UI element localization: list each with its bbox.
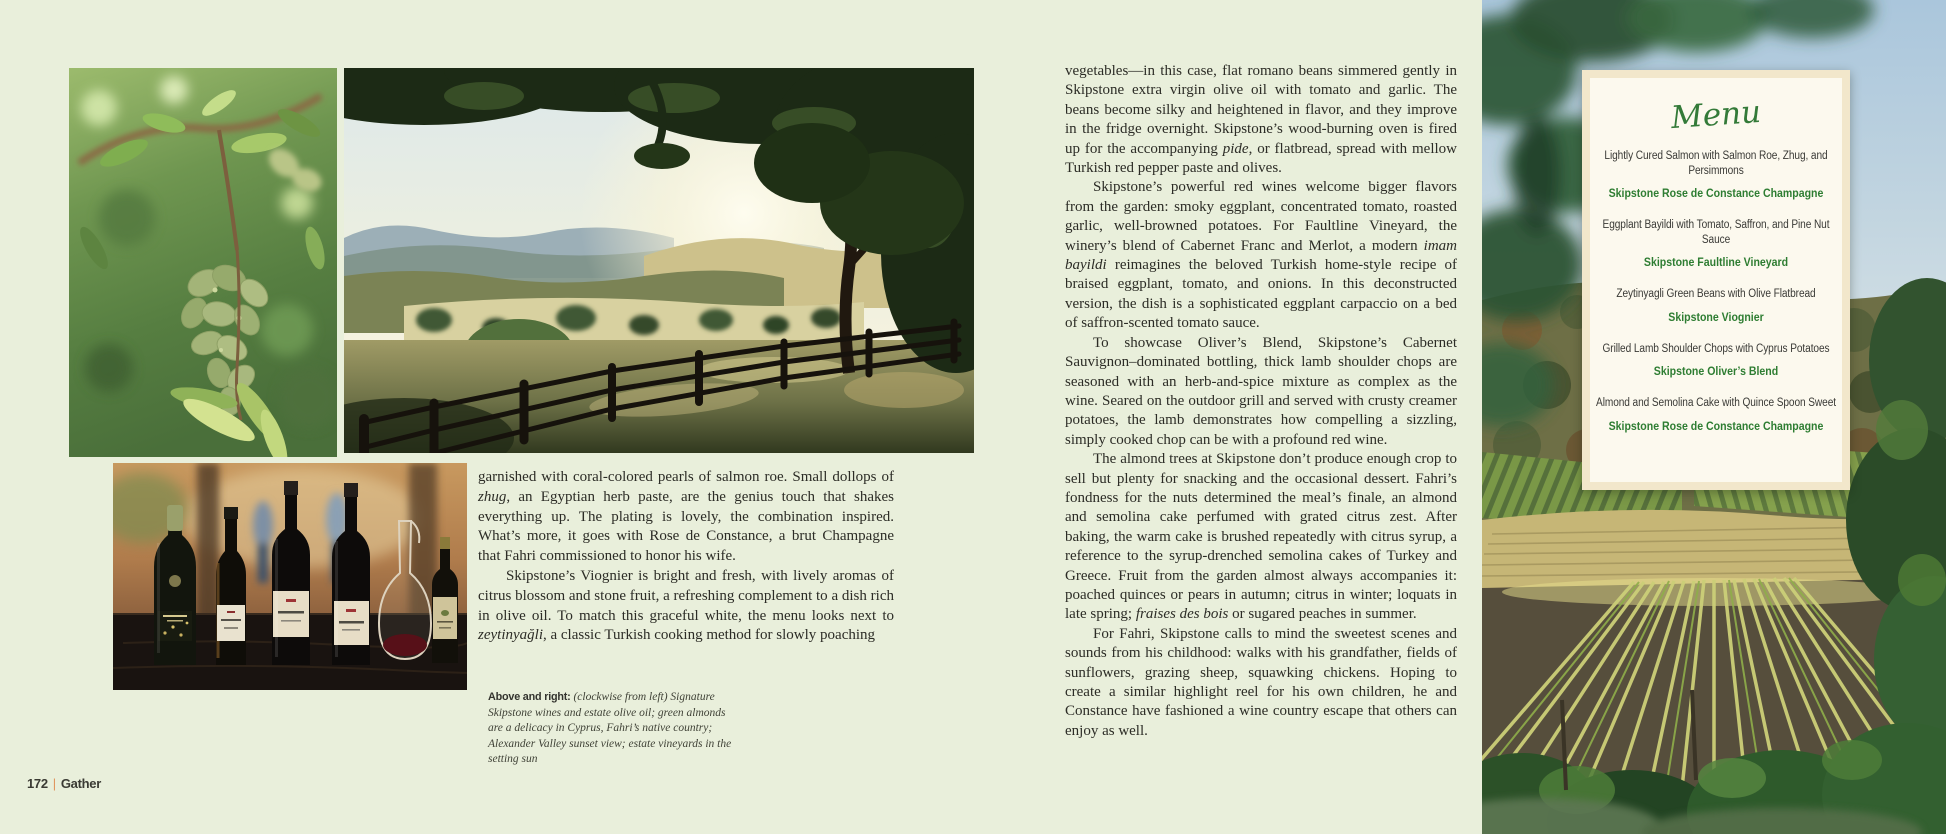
menu-course <box>1590 149 1842 201</box>
wine-bottles-illustration <box>113 463 467 690</box>
right-paragraph: Skipstone’s powerful red wines welcome bigger flavors from the garden: smoky eggplant, concentrated tomato, roasted garlic, well-browned potatoes. For Faultline Vineyard, the winery’s blend of Cabernet Franc and Merlot, a modern imam bayildi reimagines the beloved Turkish home-style recipe of braised eggplant, tomato, and onions. In this deconstructed version, the dish is a sophisticated eggplant carpaccio on a bed of saffron-scented tomato sauce. <box>1065 179 1457 332</box>
menu-card-inner <box>1590 78 1842 482</box>
photo-caption <box>488 690 743 768</box>
left-paragraph: garnished with coral-colored pearls of salmon roe. Small dollops of zhug, an Egyptian herb paste, are the genius touch that shakes everything up. The plating is lovely, the combination inspired. What’s more, it goes with Rose de Constance, a brut Champagne that Fahri commissioned to honor his wife. <box>478 469 894 565</box>
menu-course <box>1590 218 1842 270</box>
right-paragraph: The almond trees at Skipstone don’t produce enough crop to sell but plenty for snacking and the occasional dessert. Fahri’s fondness for the nuts determined the meal’s finale, an almond and semolina cake perfumed with grated citrus zest. After baking, the warm cake is brushed repeatedly with citrus syrup, a reference to the syrup-drenched semolina cakes of Turkey and Greece. Fruit from the garden almost always accompanies it: poached quinces or pears in autumn; citrus in winter; loquats in late spring; fraises des bois or sugared peaches in summer. <box>1065 451 1457 623</box>
menu-dish: Grilled Lamb Shoulder Chops with Cyprus Potatoes <box>1602 342 1830 355</box>
valley-sunset-photo <box>344 68 974 453</box>
valley-sunset-illustration <box>344 68 974 453</box>
menu-course <box>1590 287 1842 325</box>
right-paragraph: vegetables—in this case, flat romano beans simmered gently in Skipstone extra virgin olive oil with tomato and garlic. The beans become silky and heightened in flavor, and they improve in the fridge overnight. Skipstone’s wood-burning oven is fired up for the accompanying pide, or flatbread, spread with mellow Turkish red pepper paste and olives. <box>1065 63 1458 177</box>
page-footer <box>27 776 101 791</box>
footer-divider: | <box>52 776 56 791</box>
caption-lead: Above and right: <box>488 691 571 703</box>
page-number: 172 <box>27 776 48 791</box>
menu-wine: Skipstone Faultline Vineyard <box>1643 255 1789 269</box>
menu-dish: Almond and Semolina Cake with Quince Spoon Sweet <box>1596 397 1836 409</box>
caption-text: (clockwise from left) Signature Skipstone wines and estate olive oil; green almonds are a delicacy in Cyprus, Fahri’s native country; Alexander Valley sunset view; estate vineyards in the setting sun <box>488 691 732 766</box>
right-paragraph: For Fahri, Skipstone calls to mind the sweetest scenes and sounds from his childhood: walks with his grandfather, fields of sunflowers, grazing sheep, squawking chickens. Hoping to create a similar highlight reel for his own children, he and Constance have fashioned a wine country escape that others can enjoy as well. <box>1065 625 1457 739</box>
menu-wine: Skipstone Rose de Constance Champagne <box>1608 186 1824 200</box>
menu-course <box>1590 342 1842 380</box>
menu-dish: Eggplant Bayildi with Tomato, Saffron, and Pine Nut Sauce <box>1602 219 1830 246</box>
left-paragraph: Skipstone’s Viognier is bright and fresh, with lively aromas of citrus blossom and stone fruit, a refreshing complement to a dish rich in olive oil. To match this graceful white, the menu looks next to zeytinyağli, a classic Turkish cooking method for slowly poaching <box>478 567 894 644</box>
menu-wine: Skipstone Oliver’s Blend <box>1653 364 1779 378</box>
menu-course <box>1590 396 1842 434</box>
menu-card <box>1582 70 1850 490</box>
right-paragraph: To showcase Oliver’s Blend, Skipstone’s Cabernet Sauvignon–dominated bottling, thick lamb shoulder chops are seasoned with an herb-and-spice mixture as complex as the wine. Seared on the outdoor grill and served with crusty creamer potatoes, the lamb demonstrates how compelling a sizzling, simply cooked chop can be with a profound red wine. <box>1065 334 1457 448</box>
menu-wine: Skipstone Rose de Constance Champagne <box>1608 418 1824 433</box>
right-page-body-text <box>1065 62 1457 741</box>
menu-title: Menu <box>1669 93 1763 137</box>
section-title: Gather <box>60 776 101 791</box>
green-almonds-illustration <box>69 68 337 457</box>
wine-bottles-photo <box>113 463 467 690</box>
menu-dish: Lightly Cured Salmon with Salmon Roe, Zhug, and Persimmons <box>1604 150 1828 177</box>
green-almonds-photo <box>69 68 337 457</box>
menu-dish: Zeytinyagli Green Beans with Olive Flatbread <box>1616 288 1816 300</box>
menu-wine: Skipstone Viognier <box>1668 309 1764 324</box>
left-page-body-text <box>478 468 894 646</box>
